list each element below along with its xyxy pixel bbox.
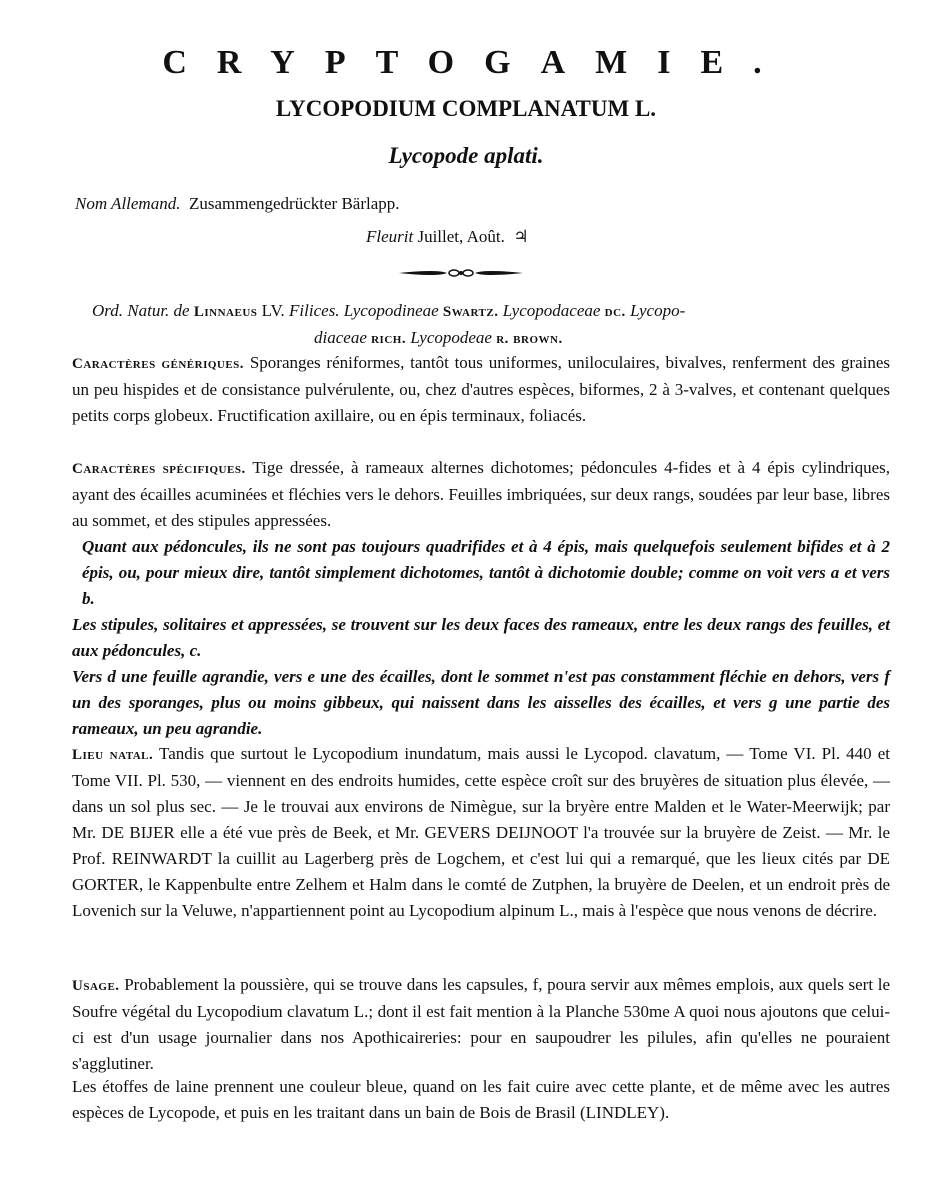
note-text: Vers d une feuille agrandie, vers e une des écailles, dont le sommet n'est pas constamment fléchie en dehors, vers f un des sporanges, plus ou moins gibbeux, qui naissent dans les aisselles des écailles, et vers g une partie des rameaux, un peu agrandie. — [72, 667, 890, 738]
usage-dye-paragraph — [72, 1074, 890, 1126]
habitat-text: Tandis que surtout le Lycopodium inundatum, mais aussi le Lycopod. clavatum, — Tome VI. Pl. 440 et Tome VII. Pl. 530, — viennent en des endroits humides, cette espèce croît sur des bruyères de situation plus élevée, — dans un sol plus sec. — Je le trouvai aux environs de Nimègue, sur la bryère entre Malden et le Water-Meerwijk; par Mr. DE BIJER elle a été vue près de Beek, et Mr. GEVERS DEIJNOOT l'a trouvée sur la bruyère de Zeist. — Mr. le Prof. REINWARDT la cuillit au Lagerberg près de Logchem, et c'est lui qui a remarqué, que les lieux cités par DE GORTER, le Kappenbulte entre Zelhem et Halm dans le comté de Zutphen, la bruyère de Deelen, et un endroit près de Lovenich sur la Veluwe, n'appartiennent point au Lycopodium alpinum L., mais à l'espèce que nous venons de décrire. — [72, 744, 890, 920]
habitat-section — [72, 741, 890, 924]
generic-label: Caractères génériques. — [72, 356, 245, 372]
perennial-symbol: ♃ — [513, 227, 529, 246]
page-title: CRYPTOGAMIE. — [162, 44, 792, 81]
french-name: Lycopode aplati. — [388, 143, 544, 168]
species-name: LYCOPODIUM COMPLANATUM L. — [275, 96, 657, 121]
habitat-label: Lieu natal. — [72, 747, 154, 763]
ornament-divider — [397, 266, 525, 280]
note-text: Les stipules, solitaires et appressées, se trouvent sur les deux faces des rameaux, entre les deux rangs des feuilles, et aux pédoncules, c. — [72, 615, 890, 660]
generic-characters — [72, 350, 890, 429]
usage-text: Probablement la poussière, qui se trouve dans les capsules, f, poura servir aux mêmes emplois, aux quels sert le Soufre végétal du Lycopodium clavatum L.; dont il est fait mention à la Planche 530me A quoi nous ajoutons que celui-ci est d'un usage journalier dans nos Apothicaireries: pour en saupoudrer les pilules, afin qu'elles ne pouraient s'agglutiner. — [72, 975, 890, 1073]
flowering-line — [366, 227, 529, 247]
natural-order-line-2: diaceae rich. Lycopodeae r. brown. — [314, 328, 563, 347]
note-text: Quant aux pédoncules, ils ne sont pas toujours quadrifides et à 4 épis, mais quelquefois seulement bifides et à 2 épis, ou, pour mieux dire, tantôt simplement dichotomes, tantôt à dichotomie double; comme on voit vers a et vers b. — [82, 537, 890, 608]
german-label: Nom Allemand. — [75, 194, 181, 213]
usage-dye-text: Les étoffes de laine prennent une couleur bleue, quand on les fait cuire avec cette plante, et de même avec les autres espèces de Lycopode, et puis en les traitant dans un bain de Bois de Brasil (LINDLEY). — [72, 1077, 890, 1122]
usage-label: Usage. — [72, 978, 120, 994]
specific-text: Tige dressée, à rameaux alternes dichotomes; pédoncules 4-fides et à 4 épis cylindriques, ayant des écailles acuminées et fléchies vers le dehors. Feuilles imbriquées, sur deux rangs, soudées par leur base, libres au sommet, et des stipules appressées. — [72, 458, 890, 530]
note-details — [72, 664, 890, 742]
german-name-line — [75, 194, 400, 214]
usage-section — [72, 972, 890, 1077]
generic-text: Sporanges réniformes, tantôt tous uniformes, uniloculaires, bivalves, renferment des graines un peu hispides et de consistance pulvérulente, ou, chez d'autres espèces, biformes, 2 à 3-valves, et contenant quelques petits corps globeux. Fructification axillaire, ou en épis terminaux, foliacés. — [72, 353, 891, 425]
natural-order — [92, 298, 882, 352]
note-stipules — [72, 612, 890, 664]
natural-order-line-1: Ord. Natur. de Linnaeus LV. Filices. Lycopodineae Swartz. Lycopodaceae dc. Lycopo- — [92, 301, 686, 320]
flowering-label: Fleurit — [366, 227, 414, 246]
german-value: Zusammengedrückter Bärlapp. — [188, 194, 400, 213]
note-peduncles — [72, 534, 890, 612]
specific-characters — [72, 455, 890, 534]
flowering-value: Juillet, Août. — [417, 227, 505, 246]
specific-label: Caractères spécifiques. — [72, 461, 246, 477]
